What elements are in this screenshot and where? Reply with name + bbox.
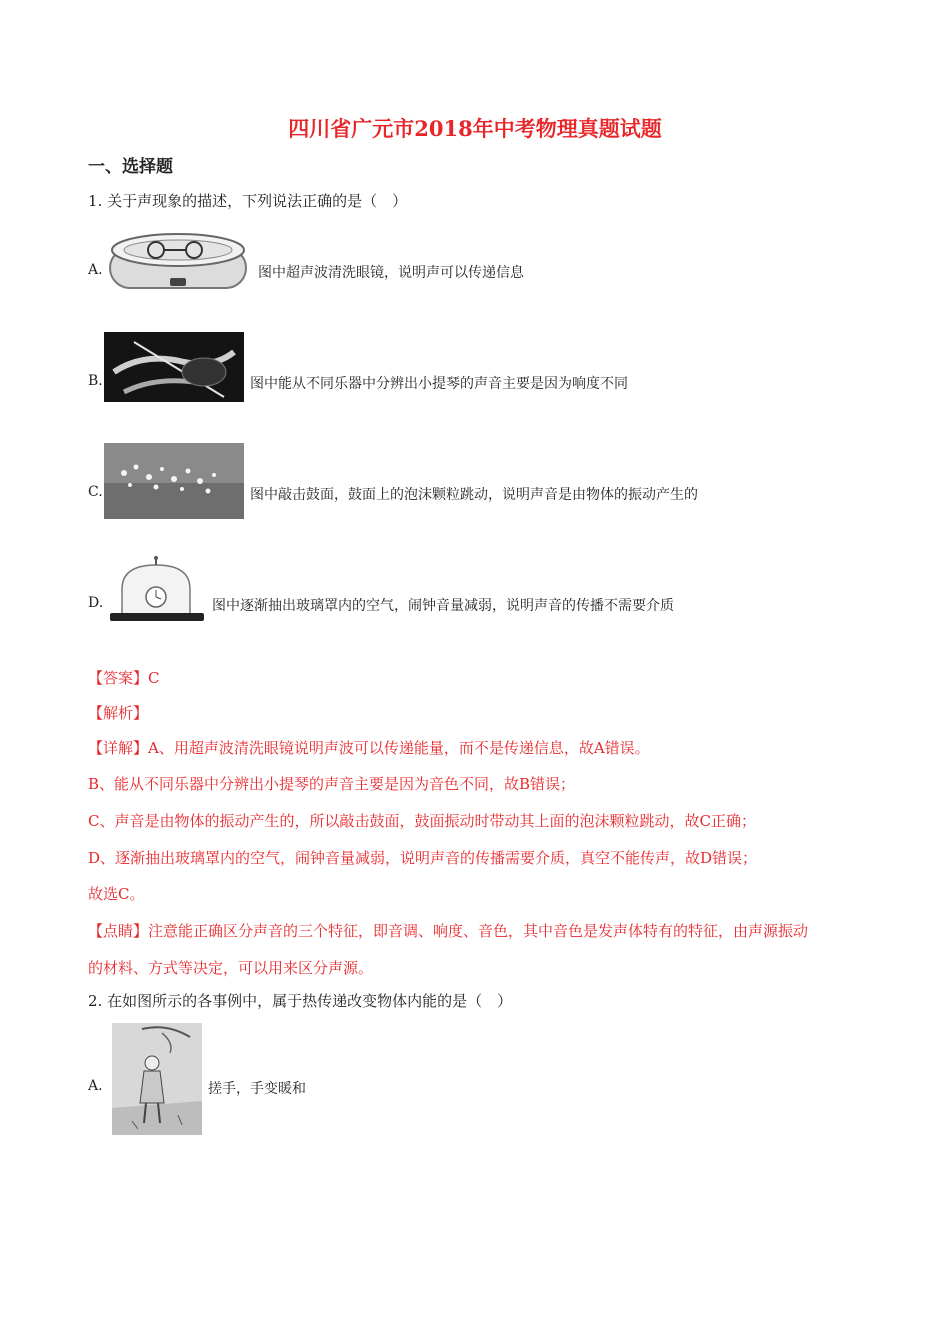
violin-image — [104, 332, 244, 402]
q2-option-a-text: 搓手，手变暖和 — [208, 1081, 306, 1097]
rubbing-hands-image — [112, 1023, 202, 1135]
q1-option-d-letter: D. — [88, 595, 104, 611]
ultrasonic-cleaner-image — [106, 228, 250, 294]
q1-option-c-letter: C. — [88, 484, 103, 500]
detail-line: 故选C。 — [88, 885, 145, 903]
q1-option-a-text: 图中超声波清洗眼镜，说明声可以传递信息 — [258, 265, 524, 281]
point-line: 的材料、方式等决定，可以用来区分声源。 — [88, 959, 374, 977]
analysis-label: 【解析】 — [88, 704, 149, 722]
section-heading: 一、选择题 — [88, 157, 173, 177]
drum-foam-image — [104, 443, 244, 519]
page-title: 四川省广元市2018年中考物理真题试题 — [288, 116, 662, 141]
question-2-stem: 2. 在如图所示的各事例中，属于热传递改变物体内能的是（ ） — [88, 992, 513, 1010]
point-line: 【点睛】注意能正确区分声音的三个特征，即音调、响度、音色，其中音色是发声体特有的特征，由声源振动 — [88, 922, 809, 940]
detail-line: B、能从不同乐器中分辨出小提琴的声音主要是因为音色不同，故B错误； — [88, 775, 576, 793]
question-1-stem: 1. 关于声现象的描述，下列说法正确的是（ ） — [88, 192, 408, 210]
q2-option-a-letter: A. — [88, 1078, 103, 1094]
detail-line: C、声音是由物体的振动产生的，所以敲击鼓面，鼓面振动时带动其上面的泡沫颗粒跳动，故C正确； — [88, 812, 756, 830]
detail-line: D、逐渐抽出玻璃罩内的空气，闹钟音量减弱，说明声音的传播需要介质，真空不能传声，故D错误； — [88, 849, 758, 867]
q1-option-b-letter: B. — [88, 373, 103, 389]
answer-line: 【答案】C — [88, 669, 160, 687]
bell-jar-clock-image — [106, 555, 206, 627]
q1-option-a-letter: A. — [88, 262, 103, 278]
q1-option-b-text: 图中能从不同乐器中分辨出小提琴的声音主要是因为响度不同 — [250, 376, 628, 392]
detail-line: 【详解】A、用超声波清洗眼镜说明声波可以传递能量，而不是传递信息，故A错误。 — [88, 739, 650, 757]
q1-option-c-text: 图中敲击鼓面，鼓面上的泡沫颗粒跳动，说明声音是由物体的振动产生的 — [250, 487, 698, 503]
q1-option-d-text: 图中逐渐抽出玻璃罩内的空气，闹钟音量减弱，说明声音的传播不需要介质 — [212, 598, 674, 614]
